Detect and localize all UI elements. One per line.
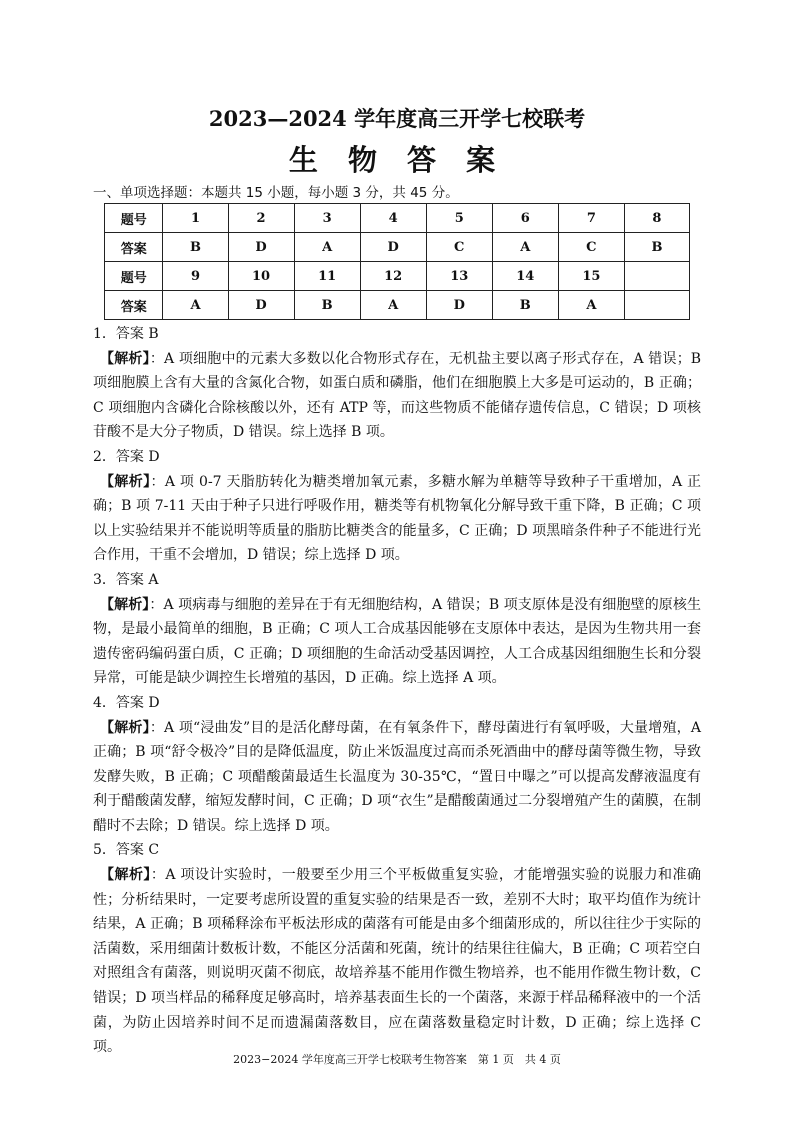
answer-explanations (93, 322, 701, 1060)
table-cell: 6 (492, 204, 558, 233)
table-cell: C (426, 233, 492, 262)
table-cell: 10 (228, 262, 294, 291)
answer-heading: 3．答案 A (93, 571, 159, 588)
analysis-tag: 【解析】 (100, 596, 150, 613)
table-cell (624, 262, 689, 291)
table-row (105, 262, 690, 291)
table-cell: D (426, 291, 492, 320)
table-cell: A (163, 291, 228, 320)
explanation-text: ：A 项细胞中的元素大多数以化合物形式存在，无机盐主要以离子形式存在，A 错误；B 项细胞膜上含有大量的含氮化合物，如蛋白质和磷脂，他们在细胞膜上大多是可运动的，B 正确；C 项细胞内含磷化合除核酸以外，还有 ATP 等，而这些物质不能储存遗传信息，C 错误；D 项核苷酸不是大分子物质，D 错误。综上选择 B 项。 (93, 350, 701, 441)
answer-explanation (93, 347, 701, 445)
table-cell: 4 (360, 204, 426, 233)
table-cell: B (294, 291, 360, 320)
explanation-text: ：A 项 0-7 天脂肪转化为糖类增加氧元素，多糖水解为单糖等导致种子干重增加，A 正确；B 项 7-11 天由于种子只进行呼吸作用，糖类等有机物氧化分解导致干重下降，B 正确；C 项以上实验结果并不能说明等质量的脂肪比糖类含的能量多，C 正确；D 项黑暗条件种子不能进行光合作用，干重不会增加，D 错误；综上选择 D 项。 (93, 473, 701, 564)
row-label: 题号 (105, 204, 163, 233)
table-cell (624, 291, 689, 320)
table-cell: 11 (294, 262, 360, 291)
table-cell: 12 (360, 262, 426, 291)
table-cell: 13 (426, 262, 492, 291)
table-cell: 5 (426, 204, 492, 233)
explanation-text: ：A 项“浸曲发”目的是活化酵母菌，在有氧条件下，酵母菌进行有氧呼吸，大量增殖，A 正确；B 项“舒令极冷”目的是降低温度，防止米饭温度过高而杀死酒曲中的酵母菌等微生物，导致发酵失败，B 正确；C 项醋酸菌最适生长温度为 30-35℃，“置日中曝之”可以提高发酵液温度有利于醋酸菌发酵，缩短发酵时间，C 正确；D 项“衣生”是醋酸菌通过二分裂增殖产生的菌膜，在制醋时不去除；D 错误。综上选择 D 项。 (93, 719, 702, 834)
analysis-tag: 【解析】 (100, 350, 150, 367)
table-cell: C (558, 233, 624, 262)
table-row (105, 291, 690, 320)
answer-heading: 4．答案 D (93, 694, 160, 711)
table-row (105, 233, 690, 262)
document-title: 2023—2024 学年度高三开学七校联考 (208, 106, 586, 131)
row-label: 答案 (105, 291, 163, 320)
table-cell: 8 (624, 204, 689, 233)
table-cell: D (228, 233, 294, 262)
section-heading: 一、单项选择题：本题共 15 小题，每小题 3 分，共 45 分。 (93, 185, 459, 201)
table-cell: D (360, 233, 426, 262)
page-footer: 2023−2024 学年度高三开学七校联考生物答案 第 1 页 共 4 页 (233, 1053, 561, 1066)
answer-explanation (93, 593, 701, 691)
table-row (105, 204, 690, 233)
table-cell: B (492, 291, 558, 320)
answer-table (104, 203, 690, 320)
table-cell: 14 (492, 262, 558, 291)
answer-heading: 2．答案 D (93, 448, 160, 465)
table-cell: 15 (558, 262, 624, 291)
answer-heading: 1．答案 B (93, 326, 159, 342)
answer-explanation (93, 863, 701, 1060)
document-subtitle: 生 物 答 案 (288, 143, 506, 177)
answer-explanation (93, 716, 701, 839)
explanation-text: ：A 项病毒与细胞的差异在于有无细胞结构，A 错误；B 项支原体是没有细胞壁的原核生物，是最小最简单的细胞，B 正确；C 项人工合成基因能够在支原体中表达，是因为生物共用一套遗传密码编码蛋白质，C 正确；D 项细胞的生命活动受基因调控，人工合成基因组细胞生长和分裂异常，可能是缺少调控生长增殖的基因，D 正确。综上选择 A 项。 (93, 596, 702, 687)
row-label: 答案 (105, 233, 163, 262)
table-cell: A (360, 291, 426, 320)
table-cell: A (492, 233, 558, 262)
table-cell: A (294, 233, 360, 262)
analysis-tag: 【解析】 (100, 473, 151, 490)
table-cell: 2 (228, 204, 294, 233)
answer-explanation (93, 470, 701, 568)
table-cell: 9 (163, 262, 228, 291)
analysis-tag: 【解析】 (100, 867, 151, 884)
answer-heading: 5．答案 C (93, 842, 160, 859)
table-cell: B (163, 233, 228, 262)
table-cell: 7 (558, 204, 624, 233)
table-cell: B (624, 233, 689, 262)
table-cell: D (228, 291, 294, 320)
table-cell: 1 (163, 204, 228, 233)
table-cell: 3 (294, 204, 360, 233)
analysis-tag: 【解析】 (100, 719, 150, 736)
row-label: 题号 (105, 262, 163, 291)
explanation-text: ：A 项设计实验时，一般要至少用三个平板做重复实验，才能增强实验的说服力和准确性；分析结果时，一定要考虑所设置的重复实验的结果是否一致，差别不大时；取平均值作为统计结果，A 正确；B 项稀释涂布平板法形成的菌落有可能是由多个细菌形成的，所以往往少于实际的活菌数，采用细菌计数板计数，不能区分活菌和死菌，统计的结果往往偏大，B 正确；C 项若空白对照组含有菌落，则说明灭菌不彻底，故培养基不能用作微生物培养，也不能用作微生物计数，C 错误；D 项当样品的稀释度足够高时，培养基表面生长的一个菌落，来源于样品稀释液中的一个活菌，为防止因培养时间不足而遗漏菌落数目，应在菌落数量稳定时计数，D 正确；综上选择 C 项。 (93, 867, 702, 1056)
table-cell: A (558, 291, 624, 320)
